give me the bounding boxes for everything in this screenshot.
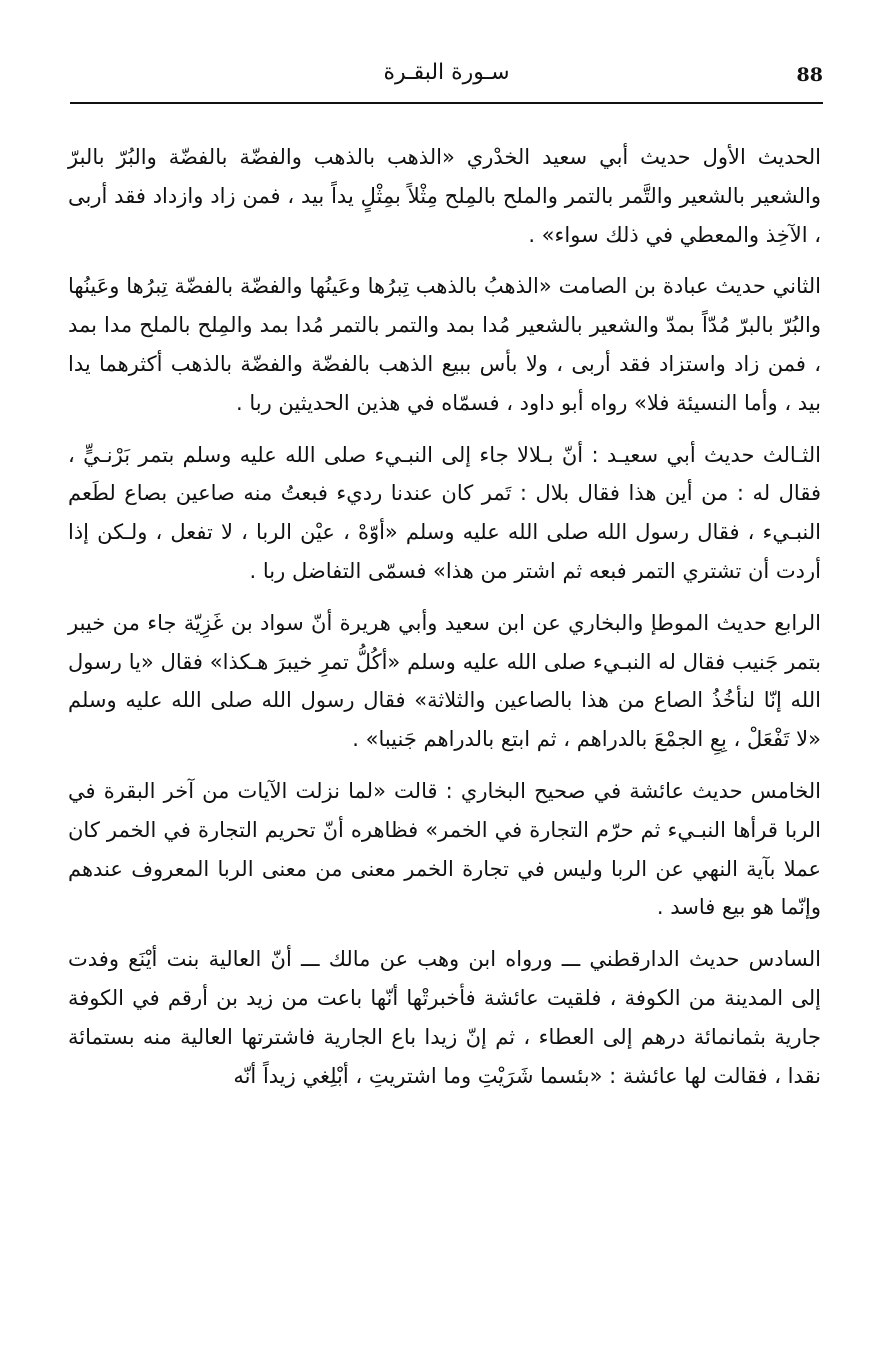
paragraph-first-hadith: الحديث الأول حديث أبي سعيد الخدْري «الذهب بالذهب والفضّة بالفضّة والبُرّ بالبرّ والشعير بالشعير والتَّمر بالتمر والملح بالمِلح مِثْلاً بمِثْلٍ يداً بيد ، فمن زاد وازداد فقد أربى ، الآخِذ والمعطي في ذلك سواء» . bbox=[68, 145, 821, 247]
paragraph-sixth-hadith: السادس حديث الدارقطني ـــ ورواه ابن وهب عن مالك ـــ أنّ العالية بنت أيْنَع وفدت إلى المدينة من الكوفة ، فلقيت عائشة فأخبرتْها أنّها باعت من زيد بن أرقم في الكوفة جارية بثمانمائة درهم إلى العطاء ، ثم إنّ زيدا باع الجارية فاشترتها العالية منه بستمائة نقدا ، فقالت لها عائشة : «بئسما شَرَيْتِ وما اشتريتِ ، أبْلِغي زيداً أنّه bbox=[68, 947, 821, 1088]
body-text bbox=[68, 138, 821, 1095]
paragraph-fourth-hadith: الرابع حديث الموطإ والبخاري عن ابن سعيد وأبي هريرة أنّ سواد بن غَزِيّة جاء من خيبر بتمر جَنيب فقال له النبـيء صلى الله عليه وسلم «أكُلُّ تمرِ خيبرَ هـكذا» فقال «يا رسول الله إنّا لنأخُذُ الصاع من هذا بالصاعين والثلاثة» فقال رسول الله صلى الله عليه وسلم «لا تَفْعَلْ ، بِعِ الجمْعَ بالدراهم ، ثم ابتع بالدراهم جَنيبا» . bbox=[68, 610, 821, 752]
page-header bbox=[70, 58, 823, 98]
page-number: 88 bbox=[796, 64, 823, 86]
paragraph-fifth-hadith: الخامس حديث عائشة في صحيح البخاري : قالت «لما نزلت الآيات من آخر البقرة في الربا قرأها النبـيء ثم حرّم التجارة في الخمر» فظاهره أنّ تحريم التجارة في الخمر كان عملا بآية النهي عن الربا وليس في تجارة الخمر معنى من معنى الربا المعروف عندهم وإنّما هو بيع فاسد . bbox=[68, 778, 821, 920]
paragraph-second-hadith: الثاني حديث عبادة بن الصامت «الذهبُ بالذهب تِبرُها وعَينُها والفضّة بالفضّة تِبرُها وعَينُها والبُرّ بالبرّ مُدّاً بمدّ والشعير بالشعير مُدا بمد والتمر بالتمر مُدا بمد والمِلح بالملح مدا بمد ، فمن زاد واستزاد فقد أربى ، ولا بأس ببيع الذهب بالفضّة والفضّة بالذهب أكثرهما يدا بيد ، وأما النسيئة فلا» رواه أبو داود ، فسمّاه في هذين الحديثين ربا . bbox=[68, 274, 821, 415]
paragraph-third-hadith: الثـالث حديث أبي سعيـد : أنّ بـلالا جاء إلى النبـيء صلى الله عليه وسلم بتمر بَرْنـيٍّ ، فقال له : من أين هذا فقال بلال : تَمر كان عندنا رديء فبعتُ منه صاعين بصاع لطَعم النبـيء ، فقال رسول الله صلى الله عليه وسلم «أوّهْ ، عيْن الربا ، لا تفعل ، ولـكن إذا أردت أن تشتري التمر فبعه ثم اشتر من هذا» فسمّى التفاضل ربا . bbox=[68, 442, 821, 583]
header-rule bbox=[70, 102, 823, 104]
running-title: سـورة البقـرة bbox=[383, 60, 510, 85]
